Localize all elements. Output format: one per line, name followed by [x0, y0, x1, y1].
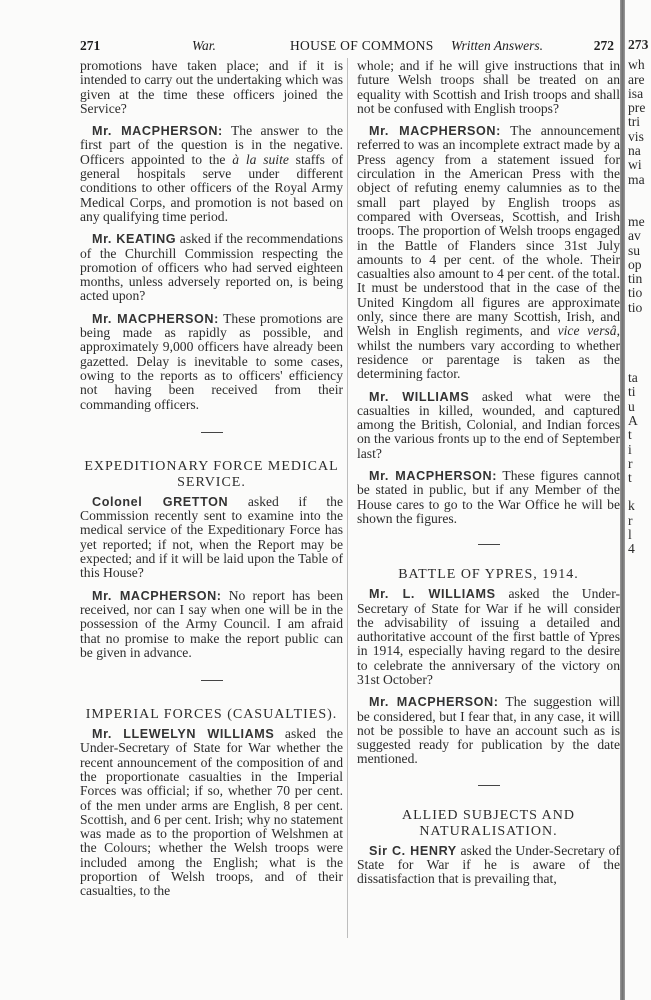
speaker-name: Mr. L. WILLIAMS — [369, 587, 496, 602]
section-divider — [478, 785, 500, 786]
text-fragment: vis — [628, 128, 644, 144]
question-text: asked the Under-Secretary of State for War whether the recent announcement of the composition of and the proportionate casualties in the Imperial Forces was official; if so, whether 70 per cent. of the men under arms are English, 8 per cent. Scottish, and 6 per cent. Irish; why no statement was made as to the proportion of Welshmen at the Colours; whether the Welsh troops were included among the English; what is the proportion of Welsh troops, and of their casualties, to the — [80, 726, 344, 899]
answer-text: The answer to the first part of the question is in the negative. Officers appointed to the — [80, 123, 343, 167]
left-page-number: 271 — [80, 38, 101, 53]
text-fragment: tri — [628, 114, 641, 130]
text-fragment: wh — [628, 57, 645, 73]
question-text: asked the Under-Secretary of State for War if he will consider the advisability of issuing a detailed and authoritative account of the first battle of Ypres in 1914, especially having regard to the desire to celebrate the anniversary of the victory on 31st October? — [357, 586, 620, 687]
answer-text: These figures cannot be stated in public, but if any Member of the House cares to go to the War Office he will be shown the figures. — [357, 468, 620, 526]
speaker-name: Mr. MACPHERSON: — [92, 588, 222, 603]
text-fragment: av — [628, 228, 641, 244]
answer-paragraph — [357, 124, 620, 381]
speaker-name: Mr. MACPHERSON: — [369, 469, 498, 484]
text-fragment: tio — [628, 285, 643, 301]
speaker-name: Colonel GRETTON — [92, 494, 229, 509]
fragment-group — [628, 215, 651, 315]
text-fragment: k — [628, 498, 635, 514]
answer-text: No report has been received, nor can I say when one will be in the possession of the Army Council. I am afraid that no promise to make the report public can be given in advance. — [80, 587, 343, 660]
question-text: asked if the recommendations of the Churchill Commission respecting the promotion of officers who had served eighteen months, unless adversely reported on, is being acted upon? — [80, 231, 344, 304]
section-title: War. — [192, 38, 216, 53]
italic-text: à la suite — [232, 151, 289, 167]
text-fragment: su — [628, 242, 641, 258]
text-fragment: wi — [628, 157, 642, 173]
speaker-name: Mr. LLEWELYN WILLIAMS — [92, 727, 275, 742]
speaker-name: Mr. KEATING — [92, 232, 177, 247]
question-paragraph — [80, 495, 343, 581]
page-header — [80, 38, 614, 54]
section-heading: EXPEDITIONARY FORCE MEDICAL SERVICE. — [84, 458, 339, 490]
answer-paragraph — [80, 589, 343, 660]
question-paragraph — [80, 727, 343, 899]
house-title: HOUSE OF COMMONS — [290, 38, 434, 53]
question-paragraph — [357, 844, 620, 887]
fragment-group — [628, 499, 651, 556]
question-paragraph — [357, 390, 620, 461]
answer-text: staffs of general hospitals serve under different conditions to other officers of the Royal Army Medical Corps, and promotion is not based on any qualifying time period. — [80, 151, 343, 224]
text-fragment: op — [628, 256, 642, 272]
speaker-name: Mr. MACPHERSON: — [92, 311, 219, 326]
answer-text: The suggestion will be considered, but I fear that, in any case, it will not be possible to have an account such as is suggested ready for publication by the date mentioned. — [357, 694, 620, 767]
question-paragraph — [80, 232, 343, 303]
speaker-name: Mr. MACPHERSON: — [369, 124, 501, 139]
answer-paragraph — [357, 695, 620, 766]
column-divider — [347, 58, 348, 938]
written-answers-title: Written Answers. — [451, 38, 544, 53]
text-fragment: tio — [628, 299, 643, 315]
fragment-group — [628, 371, 651, 485]
next-page-number: 273 — [628, 37, 649, 52]
book-gutter — [620, 0, 625, 1000]
fragment-group — [628, 58, 651, 187]
section-divider — [201, 432, 223, 433]
text-fragment: A — [628, 412, 638, 428]
text-fragment: u — [628, 398, 635, 414]
text-fragment: me — [628, 213, 645, 229]
speaker-name: Mr. MACPHERSON: — [369, 695, 499, 710]
italic-text: vice versâ — [557, 323, 617, 339]
answer-paragraph — [80, 124, 343, 224]
answer-paragraph — [357, 469, 620, 526]
text-fragment: ta — [628, 370, 638, 386]
question-text: asked if the Commission recently sent to examine into the medical service of the Expeditionary Force has yet reported; if not, when the Report may be expected; and if it will be laid upon the Table of this House? — [80, 493, 343, 581]
text-fragment: tin — [628, 271, 643, 287]
text-fragment: isa — [628, 85, 644, 101]
next-page-edge — [628, 37, 651, 557]
section-heading: ALLIED SUBJECTS AND NATURALISATION. — [401, 807, 575, 839]
text-fragment: l — [628, 527, 632, 543]
right-page-number: 272 — [593, 38, 614, 53]
text-fragment: t — [628, 427, 632, 443]
question-text: asked what were the casualties in killed, wounded, and captured among the British, Colonial, and Indian forces on the various fronts up to the end of September last? — [357, 388, 620, 461]
section-divider — [478, 544, 500, 545]
speaker-name: Mr. WILLIAMS — [369, 389, 470, 404]
text-fragment: na — [628, 143, 641, 159]
right-column — [357, 59, 620, 895]
paragraph: promotions have taken place; and if it is intended to carry out the undertaking which was given at the time these officers joined the Service? — [80, 58, 343, 116]
text-fragment: i — [628, 441, 632, 457]
speaker-name: Mr. MACPHERSON: — [92, 124, 223, 139]
paragraph: whole; and if he will give instructions that in future Welsh troops shall be treated on an equality with Scottish and Irish troops and shall not be confused with English troops? — [357, 58, 620, 116]
answer-paragraph — [80, 312, 343, 412]
answer-text: The announcement referred to was an incomplete extract made by a Press agency from a statement issued for circulation in the American Press with the object of refuting enemy calumnies as to the small part played by English troops as compared with Overseas, Scottish, and Irish troops. The proportion of Welsh troops engaged in the Battle of Flanders since 31st July amounts to 4 per cent. of the whole. Their casualties also amount to 4 per cent. of the total. It must be understood that in the case of the United Kingdom all figures are approximate only, since there are many Scottish, Irish, and Welsh in English regiments, and — [357, 123, 620, 339]
answer-text: These promotions are being made as rapidly as possible, and approximately 9,000 officers have already been gazetted. Delay is inevitable to some cases, owing to the reports as to officers' efficiency not having been received from their commanding officers. — [80, 310, 343, 412]
text-fragment: ma — [628, 171, 645, 187]
text-fragment: t — [628, 470, 632, 486]
question-text: asked the Under-Secretary of State for War if he is aware of the dissatisfaction that is prevailing that, — [357, 842, 620, 887]
speaker-name: Sir C. HENRY — [369, 843, 457, 858]
text-fragment: are — [628, 71, 645, 87]
section-heading: BATTLE OF YPRES, 1914. — [398, 567, 579, 583]
text-fragment: ti — [628, 384, 636, 400]
text-fragment: r — [628, 455, 633, 471]
section-divider — [201, 680, 223, 681]
question-paragraph — [357, 587, 620, 687]
text-fragment: pre — [628, 100, 646, 116]
text-fragment: r — [628, 512, 633, 528]
left-column — [80, 59, 343, 907]
answer-text: , whilst the numbers vary according to whether residence or parentage is taken as the determining factor. — [357, 323, 620, 382]
section-heading: IMPERIAL FORCES (CASUALTIES). — [85, 707, 338, 723]
text-fragment: 4 — [628, 541, 635, 557]
